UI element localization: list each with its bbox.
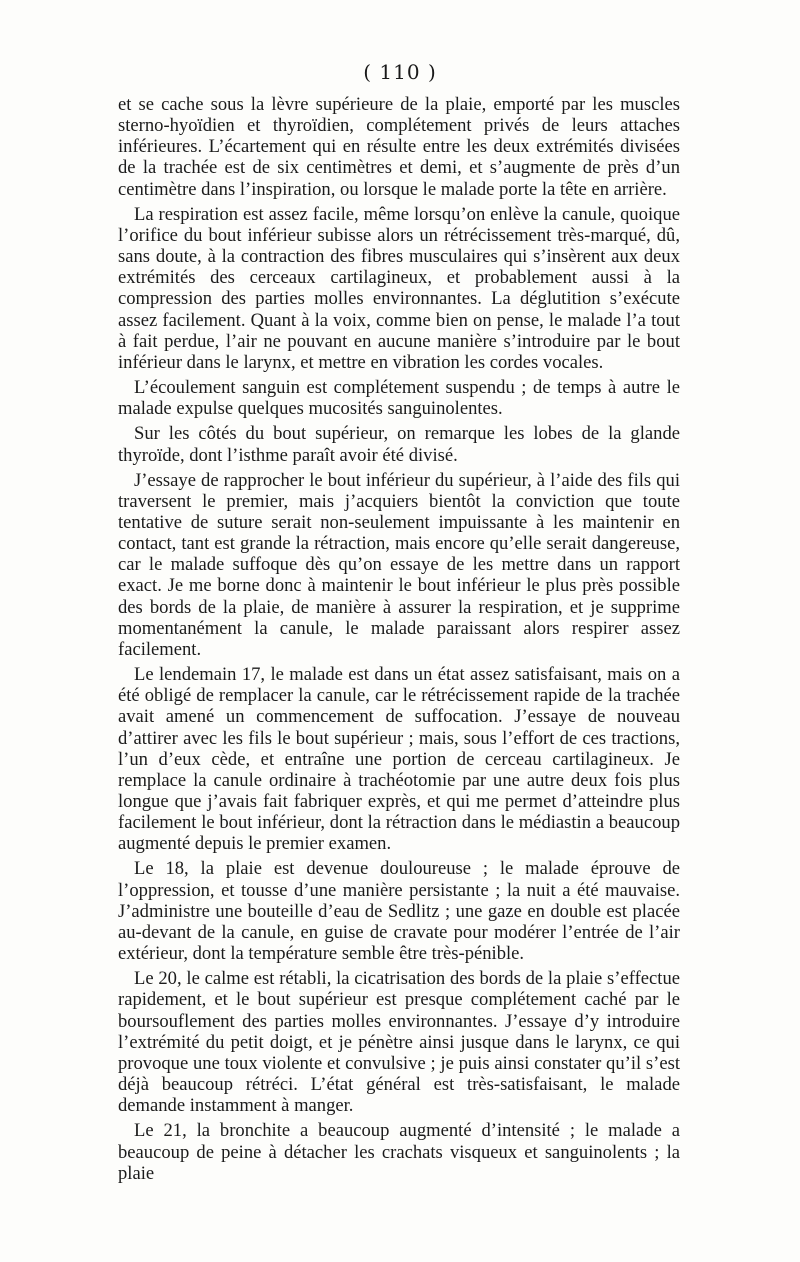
paragraph: Le lendemain 17, le malade est dans un état assez satisfaisant, mais on a été obligé de remplacer la canule, car le rétrécissement rapide de la trachée avait amené un commencement de suffocation. J’essaye de nouveau d’attirer avec les fils le bout supérieur ; mais, sous l’effort de ces tractions, l’un d’eux cède, et entraîne une portion de cerceau cartilagineux. Je remplace la canule ordinaire à trachéotomie par une autre deux fois plus longue que j’avais fait fabriquer exprès, et qui me permet d’atteindre plus facilement le bout inférieur, dont la rétraction dans le médiastin a beaucoup augmenté depuis le premier examen. — [118, 664, 680, 855]
body-text — [118, 94, 680, 1188]
paragraph: La respiration est assez facile, même lorsqu’on enlève la canule, quoique l’orifice du bout inférieur subisse alors un rétrécissement très-marqué, dû, sans doute, à la contraction des fibres musculaires qui s’insèrent aux deux extrémités des cerceaux cartilagineux, et probablement aussi à la compression des parties molles environnantes. La déglutition s’exécute assez facilement. Quant à la voix, comme bien on pense, le malade l’a tout à fait perdue, l’air ne pouvant en aucune manière s’introduire par le bout inférieur dans le larynx, et mettre en vibration les cordes vocales. — [118, 203, 680, 373]
paragraph: J’essaye de rapprocher le bout inférieur du supérieur, à l’aide des fils qui traversent le premier, mais j’acquiers bientôt la conviction que toute tentative de suture serait non-seulement impuissante à les maintenir en contact, tant est grande la rétraction, mais encore qu’elle serait dangereuse, car le malade suffoque dès qu’on essaye de les mettre dans un rapport exact. Je me borne donc à maintenir le bout inférieur le plus près possible des bords de la plaie, de manière à assurer la respiration, et je supprime momentanément la canule, le malade paraissant alors respirer assez facilement. — [118, 469, 680, 660]
paragraph: L’écoulement sanguin est complétement suspendu ; de temps à autre le malade expulse quelques mucosités sanguinolentes. — [118, 377, 680, 420]
page-number: ( 110 ) — [363, 60, 437, 84]
paragraph: et se cache sous la lèvre supérieure de la plaie, emporté par les muscles sterno-hyoïdien et thyroïdien, complétement privés de leurs attaches inférieures. L’écartement qui en résulte entre les deux extrémités divisées de la trachée est de six centimètres et demi, et s’augmente de près d’un centimètre dans l’inspiration, ou lorsque le malade porte la tête en arrière. — [118, 94, 680, 200]
paragraph: Le 18, la plaie est devenue douloureuse ; le malade éprouve de l’oppression, et tousse d’une manière persistante ; la nuit a été mauvaise. J’administre une bouteille d’eau de Sedlitz ; une gaze en double est placée au-devant de la canule, en guise de cravate pour modérer l’entrée de l’air extérieur, dont la température semble être très-pénible. — [118, 858, 680, 965]
paragraph: Sur les côtés du bout supérieur, on remarque les lobes de la glande thyroïde, dont l’isthme paraît avoir été divisé. — [118, 423, 680, 466]
paragraph: Le 21, la bronchite a beaucoup augmenté d’intensité ; le malade a beaucoup de peine à détacher les crachats visqueux et sanguinolents ; la plaie — [118, 1120, 680, 1184]
paragraph: Le 20, le calme est rétabli, la cicatrisation des bords de la plaie s’effectue rapidement, et le bout supérieur est presque complétement caché par le boursouflement des parties molles environnantes. J’essaye d’y introduire l’extrémité du petit doigt, et je pénètre ainsi jusque dans le larynx, ce qui provoque une toux violente et convulsive ; je puis ainsi constater qu’il s’est déjà beaucoup rétréci. L’état général est très-satisfaisant, le malade demande instamment à manger. — [118, 968, 680, 1117]
